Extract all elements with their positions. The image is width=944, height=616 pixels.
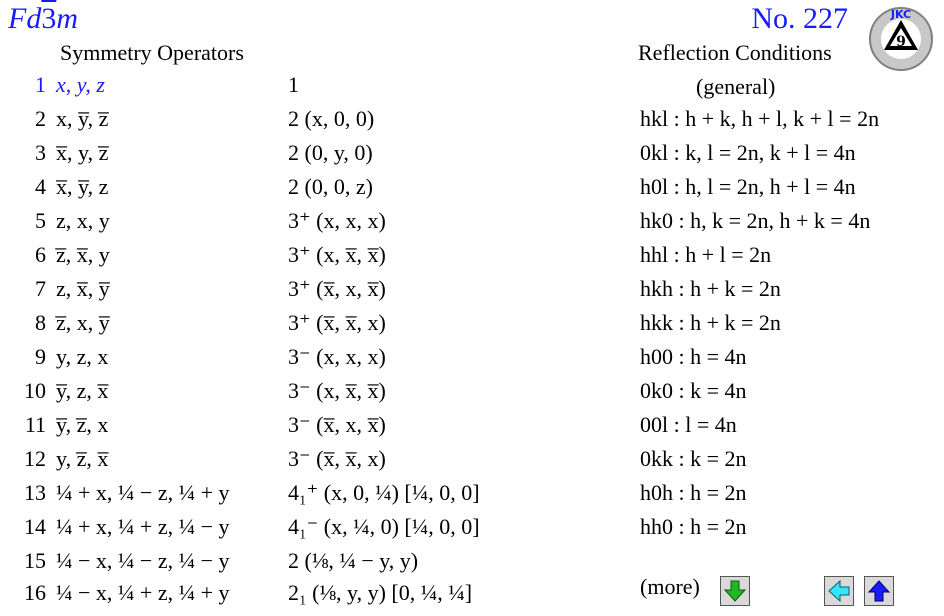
left-arrow-icon [827,579,851,603]
reflection-condition: h0h : h = 2n [640,480,747,505]
symmetry-element: 3⁻ (x, x̅, x̅) [288,378,386,403]
reflection-condition: hk0 : h, k = 2n, h + k = 4n [640,208,871,233]
symmetry-element: 4₁⁻ (x, ¼, 0) [¼, 0, 0] [288,514,480,539]
row-number: 9 [35,344,46,369]
space-group-rotoinversion: 3 [41,2,57,35]
reflection-condition: hkl : h + k, h + l, k + l = 2n [640,106,880,131]
table-row [0,548,944,582]
row-number: 6 [35,242,46,267]
symmetry-element: 2 (0, y, 0) [288,140,373,165]
coordinate-triplet: ¼ + x, ¼ + z, ¼ − y [56,514,230,539]
coordinate-triplet: ¼ + x, ¼ − z, ¼ + y [56,480,230,505]
svg-text:9: 9 [896,34,906,50]
symmetry-operators-heading: Symmetry Operators [60,40,244,65]
reflection-condition: hkk : h + k = 2n [640,310,781,335]
reflection-condition: h0l : h, l = 2n, h + l = 4n [640,174,856,199]
row-number: 16 [24,580,46,605]
table-row [0,480,944,514]
symmetry-element: 3⁻ (x, x, x) [288,344,386,369]
space-group-mirror: m [56,2,78,35]
symmetry-element: 3⁺ (x̅, x̅, x) [288,310,386,335]
symmetry-element: 2 (0, 0, z) [288,174,373,199]
table-row [0,106,944,140]
table-row [0,378,944,412]
next-page-button[interactable] [720,576,750,606]
coordinate-triplet: ¼ − x, ¼ − z, ¼ − y [56,548,230,573]
svg-text:JKC: JKC [890,8,912,21]
symmetry-element: 3⁺ (x, x, x) [288,208,386,233]
table-row [0,514,944,548]
space-group-lattice: Fd [8,2,42,35]
space-group-number: No. 227 [751,2,848,35]
table-row [0,72,944,106]
table-row [0,412,944,446]
coordinate-triplet: ¼ − x, ¼ + z, ¼ + y [56,580,230,605]
symmetry-element: 2 (x, 0, 0) [288,106,375,131]
table-row [0,310,944,344]
more-link[interactable]: (more) [640,574,700,599]
reflection-condition: 0k0 : k = 4n [640,378,747,403]
row-number: 7 [35,276,46,301]
coordinate-triplet: z, x̅, y̅ [56,276,110,301]
symmetry-element: 1 [288,72,299,97]
table-row [0,446,944,480]
up-index-button[interactable] [864,576,894,606]
table-row [0,276,944,310]
coordinate-triplet: y, z, x [56,344,109,369]
reflection-condition: 0kl : k, l = 2n, k + l = 4n [640,140,856,165]
reflection-condition: 00l : l = 4n [640,412,737,437]
row-number: 4 [35,174,46,199]
reflection-condition: hhl : h + l = 2n [640,242,772,267]
table-row [0,208,944,242]
table-row [0,580,944,614]
jkc-logo-icon[interactable] [868,6,934,72]
reflection-condition: h00 : h = 4n [640,344,747,369]
row-number: 2 [35,106,46,131]
coordinate-triplet: x, y, z [56,72,105,97]
reflection-condition: hkh : h + k = 2n [640,276,781,301]
table-row [0,174,944,208]
down-arrow-icon [723,579,747,603]
row-number: 12 [24,446,46,471]
row-number: 3 [35,140,46,165]
symmetry-element: 4₁⁺ (x, 0, ¼) [¼, 0, 0] [288,480,480,505]
coordinate-triplet: y̅, z̅, x [56,412,109,437]
row-number: 14 [24,514,46,539]
coordinate-triplet: x̅, y, z̅ [56,140,109,165]
space-group-title [8,2,78,36]
symmetry-element: 3⁻ (x̅, x̅, x) [288,446,386,471]
symmetry-element: 3⁻ (x̅, x, x̅) [288,412,386,437]
symmetry-element: 2₁ (⅛, y, y) [0, ¼, ¼] [288,580,473,605]
row-number: 1 [35,72,46,97]
row-number: 5 [35,208,46,233]
row-number: 10 [24,378,46,403]
coordinate-triplet: x, y̅, z̅ [56,106,109,131]
row-number: 13 [24,480,46,505]
coordinate-triplet: z, x, y [56,208,110,233]
coordinate-triplet: z̅, x, y̅ [56,310,110,335]
reflection-condition: 0kk : k = 2n [640,446,747,471]
symmetry-element: 3⁺ (x, x̅, x̅) [288,242,386,267]
general-label: (general) [696,74,776,99]
coordinate-triplet: x̅, y̅, z [56,174,109,199]
symmetry-element: 3⁺ (x̅, x, x̅) [288,276,386,301]
symmetry-element: 2 (⅛, ¼ − y, y) [288,548,419,573]
reflection-condition: hh0 : h = 2n [640,514,747,539]
coordinate-triplet: z̅, x̅, y [56,242,110,267]
row-number: 8 [35,310,46,335]
coordinate-triplet: y, z̅, x̅ [56,446,109,471]
row-number: 15 [24,548,46,573]
up-arrow-icon [867,579,891,603]
row-number: 11 [24,412,46,437]
table-row [0,140,944,174]
previous-group-button[interactable] [824,576,854,606]
reflection-conditions-heading: Reflection Conditions [638,40,832,65]
coordinate-triplet: y̅, z, x̅ [56,378,109,403]
table-row [0,344,944,378]
table-row [0,242,944,276]
